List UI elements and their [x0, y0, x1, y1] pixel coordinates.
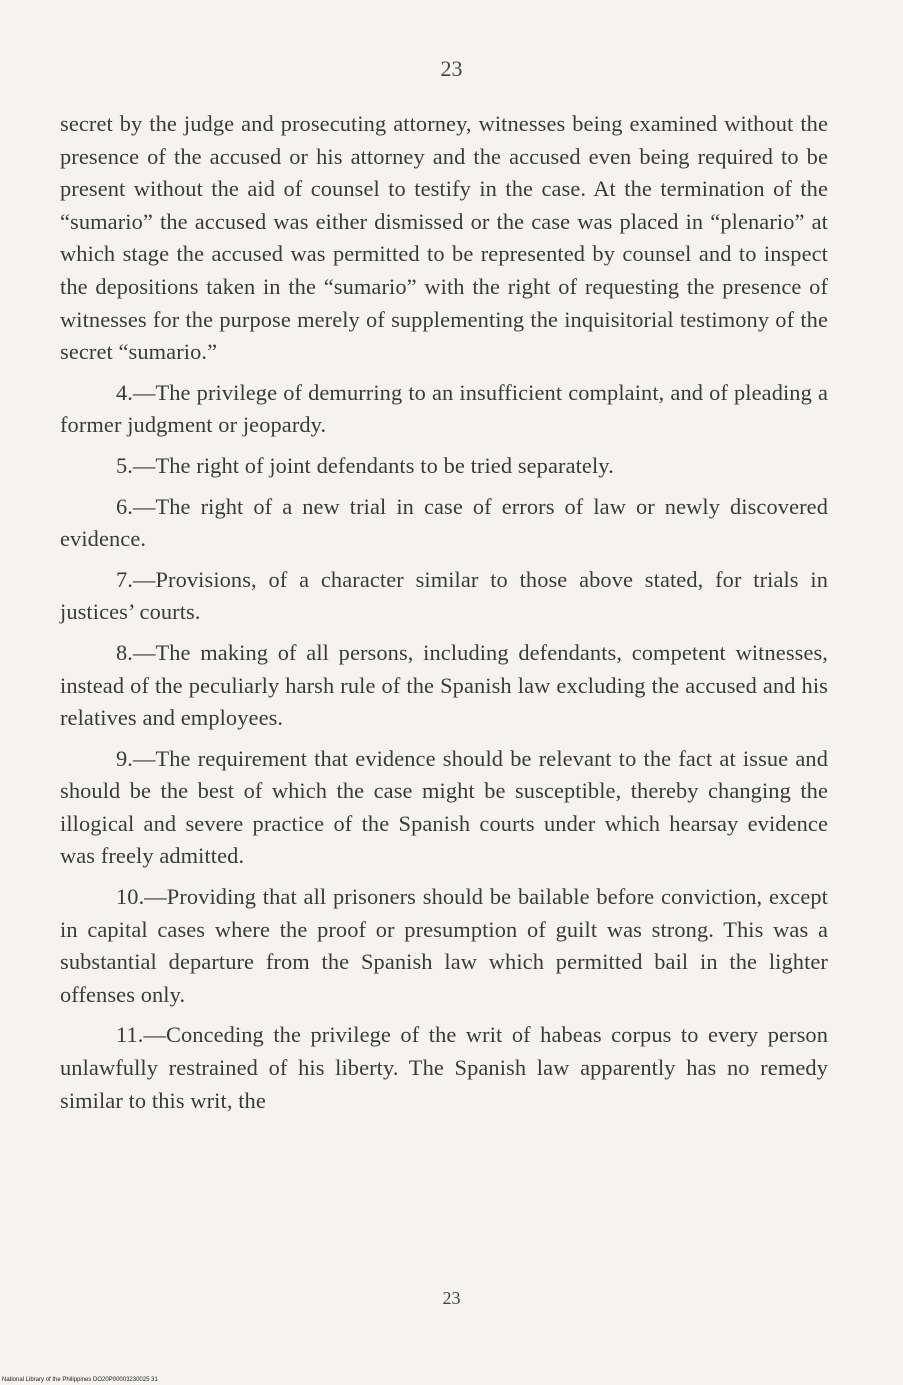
paragraph-item-11: 11.—Conceding the privilege of the writ of habeas corpus to every person unlawfully restrained of his liberty. The Spanish law apparently has no remedy similar to this writ, the [60, 1022, 828, 1113]
paragraph-item-6: 6.—The right of a new trial in case of errors of law or newly discovered evidence. [60, 493, 828, 552]
paragraph-item-10: 10.—Providing that all prisoners should be bailable before conviction, except in capital cases where the proof or presumption of guilt was strong. This was a substantial departure from the Spanish law which permitted bail in the lighter offenses only. [60, 884, 828, 1007]
page-number-bottom: 23 [442, 1288, 461, 1308]
paragraph-item-7: 7.—Provisions, of a character similar to those above stated, for trials in justices’ courts. [60, 566, 828, 625]
footer-credit: National Library of the Philippines DO20P00003230025 31 [2, 1377, 158, 1383]
paragraph-item-4: 4.—The privilege of demurring to an insufficient complaint, and of pleading a former judgment or jeopardy. [60, 379, 828, 438]
paragraph-item-5: 5.—The right of joint defendants to be tried separately. [116, 452, 614, 478]
paragraph-item-9: 9.—The requirement that evidence should be relevant to the fact at issue and should be the best of which the case might be susceptible, thereby changing the illogical and severe practice of the Spanish courts under which hearsay evidence was freely admitted. [60, 745, 828, 869]
page-number-top: 23 [440, 56, 463, 81]
body-text [60, 108, 828, 1117]
paragraph-continued: secret by the judge and prosecuting attorney, witnesses being examined without the presence of the accused or his attorney and the accused even being required to be present without the aid of counsel to testify in the case. At the termination of the “sumario” the accused was either dismissed or the case was placed in “plenario” at which stage the accused was permitted to be represented by counsel and to inspect the depositions taken in the “sumario” with the right of requesting the presence of witnesses for the purpose merely of supplementing the inquisitorial testimony of the secret “sumario.” [60, 111, 828, 365]
paragraph-item-8: 8.—The making of all persons, including defendants, competent witnesses, instead of the peculiarly harsh rule of the Spanish law excluding the accused and his relatives and employees. [60, 639, 828, 731]
